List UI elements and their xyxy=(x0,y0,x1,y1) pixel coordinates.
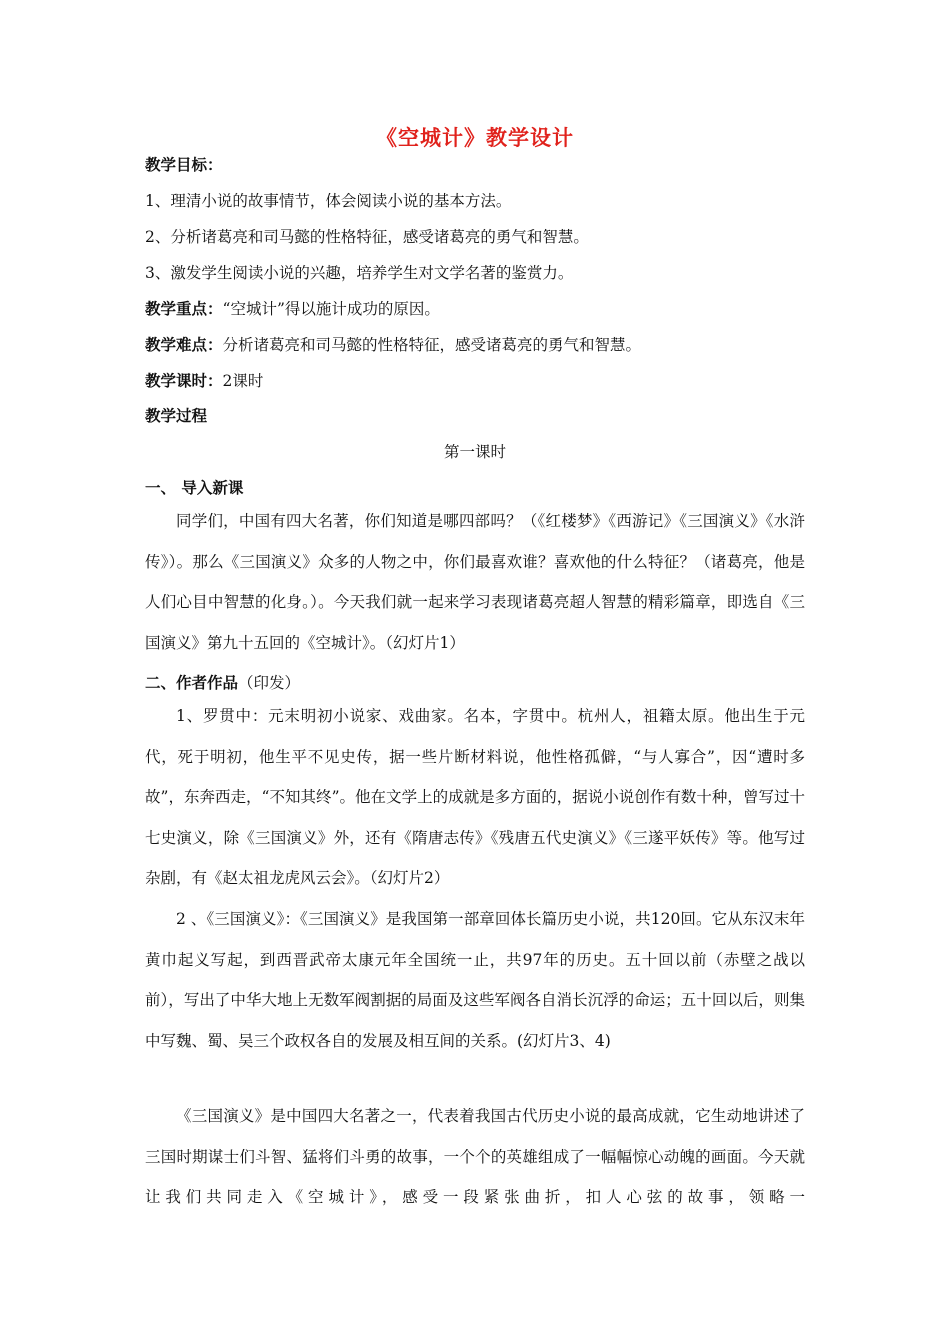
author-paragraph: 1、罗贯中：元末明初小说家、戏曲家。名本，字贯中。杭州人，祖籍太原。他出生于元代，死于明初，他生平不见史传，据一些片断材料说，他性格孤僻，“与人寡合”，因“遭时多故”，东奔西走，“不知其终”。他在文学上的成就是多方面的，据说小说创作有数十种，曾写过十七史演义，除《三国演义》外，还有《隋唐志传》《残唐五代史演义》《三遂平妖传》等。他写过杂剧，有《赵太祖龙虎风云会》。（幻灯片2） xyxy=(145,707,805,888)
objective-item-2: 2、分析诸葛亮和司马懿的性格特征，感受诸葛亮的勇气和智慧。 xyxy=(145,228,589,246)
process-heading: 教学过程 xyxy=(145,407,208,425)
section-2-note: （印发） xyxy=(238,674,301,692)
difficulty-label: 教学难点： xyxy=(145,336,223,354)
objectives-heading: 教学目标： xyxy=(145,156,223,174)
intro-paragraph: 《三国演义》是中国四大名著之一，代表着我国古代历史小说的最高成就，它生动地讲述了三国时期谋士们斗智、猛将们斗勇的故事，一个个的英雄组成了一幅幅惊心动魄的画面。今天就让我们共同走入《空城计》，感受一段紧张曲折，扣人心弦的故事，领略一 xyxy=(145,1107,805,1207)
document-title: 《空城计》教学设计 xyxy=(376,126,574,150)
novel-paragraph: 2 、《三国演义》：《三国演义》是我国第一部章回体长篇历史小说，共120回。它从东汉末年黄巾起义写起，到西晋武帝太康元年全国统一止，共97年的历史。五十回以前（赤壁之战以前），写出了中华大地上无数军阀割据的局面及这些军阀各自消长沉浮的命运；五十回以后，则集中写魏、蜀、吴三个政权各自的发展及相互间的关系。(幻灯片3、4) xyxy=(145,910,805,1050)
section-1-heading: 一、 导入新课 xyxy=(145,479,244,497)
section-2-heading: 二、作者作品 xyxy=(145,674,239,692)
objective-item-1: 1、理清小说的故事情节，体会阅读小说的基本方法。 xyxy=(145,192,512,210)
objective-item-3: 3、激发学生阅读小说的兴趣，培养学生对文学名著的鉴赏力。 xyxy=(145,264,574,282)
key-point-label: 教学重点： xyxy=(145,300,223,318)
hours-text: 2课时 xyxy=(222,372,264,390)
hours-label: 教学课时： xyxy=(145,372,223,390)
hours-line xyxy=(145,369,263,391)
lesson-title: 第一课时 xyxy=(443,443,506,461)
difficulty-text: 分析诸葛亮和司马懿的性格特征，感受诸葛亮的勇气和智慧。 xyxy=(222,336,642,354)
key-point-line xyxy=(145,297,440,319)
key-point-text: “空城计”得以施计成功的原因。 xyxy=(222,300,440,318)
difficulty-line xyxy=(145,333,641,355)
section-1-paragraph: 同学们，中国有四大名著，你们知道是哪四部吗？（《红楼梦》《西游记》《三国演义》《水浒传》）。那么《三国演义》众多的人物之中，你们最喜欢谁？喜欢他的什么特征？（诸葛亮，他是人们心目中智慧的化身。）。今天我们就一起来学习表现诸葛亮超人智慧的精彩篇章，即选自《三国演义》第九十五回的《空城计》。（幻灯片1） xyxy=(145,512,805,652)
section-2-heading-line xyxy=(145,671,300,693)
